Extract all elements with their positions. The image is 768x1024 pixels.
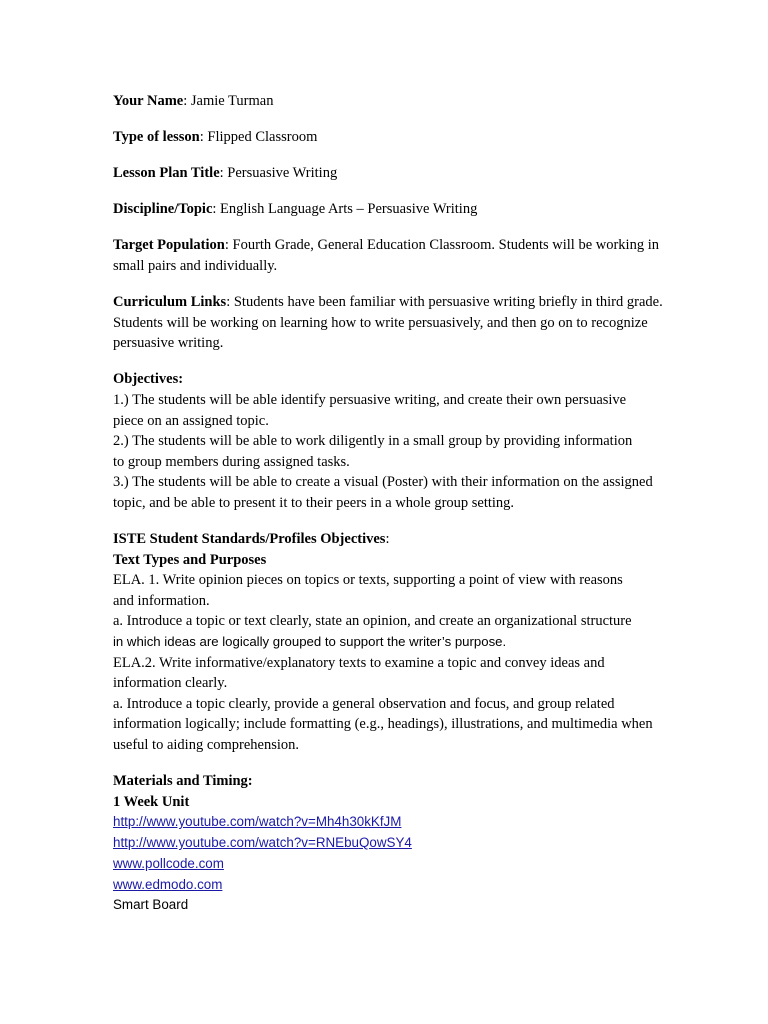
field-curriculum-links: [113, 292, 713, 354]
standards-heading-colon: :: [385, 531, 390, 547]
field-target-population: [113, 235, 713, 276]
standard-ela2a: a. Introduce a topic clearly, provide a general observation and focus, and group related information logically; include formatting (e.g., headings), illustrations, and multimedia when useful to aiding comprehension.: [113, 695, 653, 753]
field-label: Your Name: [113, 93, 184, 109]
field-value: : Persuasive Writing: [219, 165, 338, 182]
objectives-section: [113, 369, 713, 513]
standards-heading-text: ISTE Student Standards/Profiles Objectives: [113, 531, 386, 547]
objective-item: 3.) The students will be able to create a visual (Poster) with their information on the assigned topic, and be able to present it to their peers in a whole group setting.: [113, 474, 653, 511]
field-label: Type of lesson: [113, 129, 200, 146]
field-value: : Fourth Grade, General Education Classroom. Students will be working in small pairs and individually.: [113, 237, 659, 274]
objectives-heading: Objectives:: [113, 371, 184, 388]
field-value: : Flipped Classroom: [199, 129, 318, 146]
materials-section: [113, 771, 713, 916]
materials-unit: 1 Week Unit: [113, 793, 190, 810]
edmodo-link[interactable]: www.edmodo.com: [113, 876, 223, 892]
field-label: Target Population: [113, 237, 225, 254]
standard-ela1a-line1: a. Introduce a topic or text clearly, state an opinion, and create an organizational structure: [113, 613, 632, 630]
field-value: : Students have been familiar with persuasive writing briefly in third grade. Students will be working on learning how to write persuasively, and then go on to recognize persuasive writing.: [113, 294, 663, 352]
standard-ela1: ELA. 1. Write opinion pieces on topics or texts, supporting a point of view with reasons and information.: [113, 572, 623, 609]
standards-section: [113, 529, 713, 756]
objective-item: 2.) The students will be able to work diligently in a small group by providing information to group members during assigned tasks.: [113, 433, 633, 470]
standards-subheading: Text Types and Purposes: [113, 551, 267, 568]
materials-smart-board: Smart Board: [113, 897, 189, 913]
field-your-name: [113, 91, 713, 112]
field-value: : English Language Arts – Persuasive Writing: [212, 201, 478, 218]
field-label: Lesson Plan Title: [113, 165, 220, 182]
standard-ela1a-line2: in which ideas are logically grouped to support the writer’s purpose.: [113, 633, 507, 649]
standard-ela2: ELA.2. Write informative/explanatory texts to examine a topic and convey ideas and information clearly.: [113, 654, 605, 692]
field-lesson-plan-title: [113, 163, 713, 184]
materials-heading: Materials and Timing:: [113, 773, 253, 790]
field-type-of-lesson: [113, 127, 713, 148]
field-discipline-topic: [113, 199, 713, 220]
lesson-plan-body: [113, 91, 713, 916]
field-value: : Jamie Turman: [183, 93, 274, 109]
field-label: Curriculum Links: [113, 294, 227, 311]
objective-item: 1.) The students will be able identify persuasive writing, and create their own persuasive piece on an assigned topic.: [113, 391, 627, 429]
youtube-link-1[interactable]: http://www.youtube.com/watch?v=Mh4h30kKfJM: [113, 814, 402, 830]
standards-heading: [113, 529, 713, 550]
pollcode-link[interactable]: www.pollcode.com: [113, 855, 224, 871]
youtube-link-2[interactable]: http://www.youtube.com/watch?v=RNEbuQowSY4: [113, 835, 412, 851]
field-label: Discipline/Topic: [113, 201, 213, 218]
